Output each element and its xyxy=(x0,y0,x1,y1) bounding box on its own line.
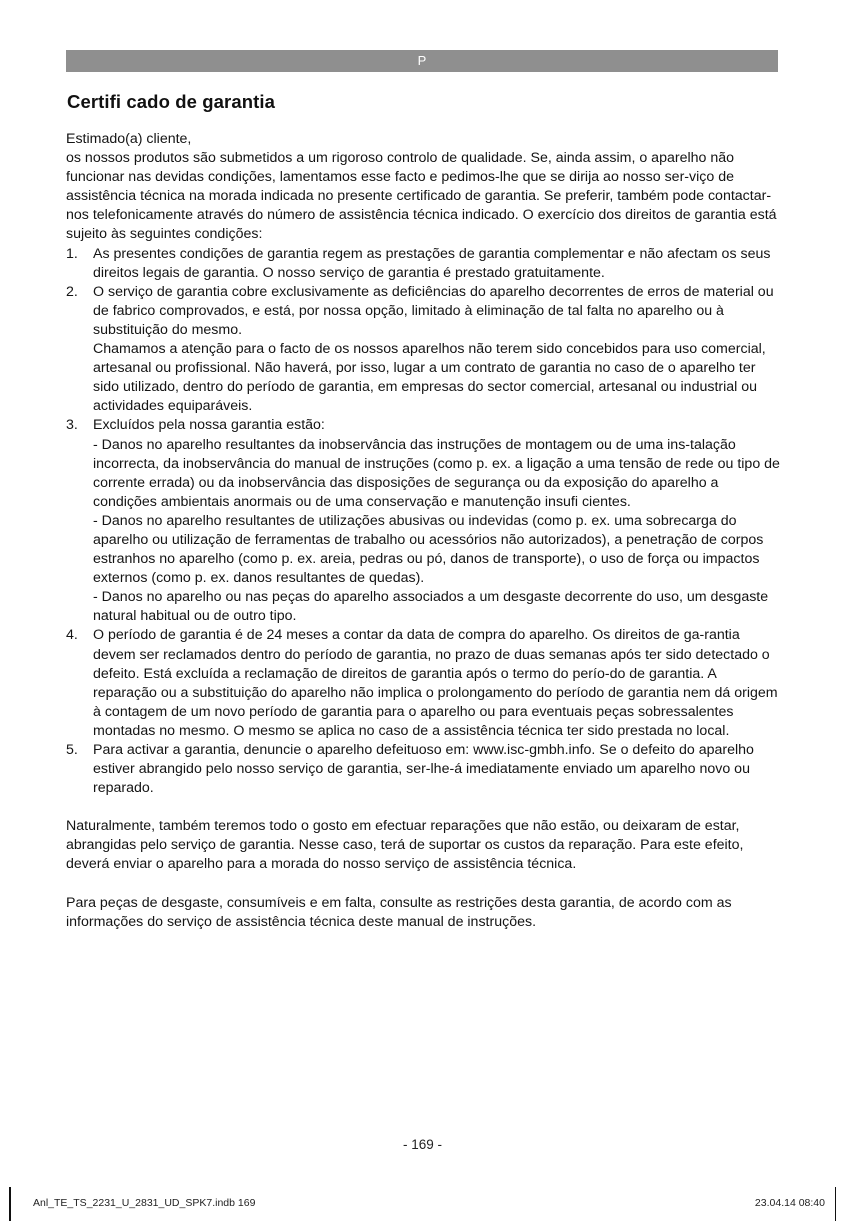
condition-item xyxy=(66,283,780,417)
condition-text: As presentes condições de garantia regem as prestações de garantia complementar e não afectam os seus direitos legais de garantia. O nosso serviço de garantia é prestado gratuitamente. xyxy=(93,245,771,281)
condition-note: Chamamos a atenção para o facto de os nossos aparelhos não terem sido concebidos para uso comercial, artesanal ou profissional. Não haverá, por isso, lugar a um contrato de garantia no caso de o aparelho ter sido utilizado, dentro do período de garantia, em empresas do sector comercial, artesanal ou industrial ou actividades equiparáveis. xyxy=(93,341,766,415)
condition-text: O período de garantia é de 24 meses a contar da data de compra do aparelho. Os direitos de ga-rantia devem ser reclamados dentro do período de garantia, no prazo de duas semanas após ter sido detectado o defeito. Está excluída a reclamação de direitos de garantia após o termo do perío-do de garantia. A reparação ou a substituição do aparelho não implica o prolongamento do período de garantia nem dá origem à contagem de um novo período de garantia para o aparelho ou para eventuais peças sobressalentes montadas no mesmo. O mesmo se aplica no caso de a assistência técnica ter sido prestada no local. xyxy=(93,627,778,739)
exclusion-bullet: - Danos no aparelho resultantes da inobservância das instruções de montagem ou de uma ins-talação incorrecta, da inobservância do manual de instruções (como p. ex. a ligação a uma tensão de rede ou tipo de corrente errada) ou da inobservância das disposições de segurança ou da exposição do aparelho a condições ambientais anormais ou de uma conservação e manutenção insufi cientes. xyxy=(93,436,780,510)
closing-paragraph-parts: Para peças de desgaste, consumíveis e em falta, consulte as restrições desta garantia, de acordo com as informações do serviço de assistência técnica deste manual de instruções. xyxy=(66,894,732,930)
condition-text: O serviço de garantia cobre exclusivamente as deficiências do aparelho decorrentes de erros de material ou de fabrico comprovados, e está, por nossa opção, limitado à eliminação de tal falta no aparelho ou à substituição do mesmo. xyxy=(93,283,774,338)
condition-number: 4. xyxy=(66,627,78,644)
footer-timestamp: 23.04.14 08:40 xyxy=(754,1197,825,1209)
condition-number: 5. xyxy=(66,742,78,758)
page-number: - 169 - xyxy=(402,1137,443,1152)
greeting: Estimado(a) cliente, xyxy=(66,131,192,147)
language-header-bar xyxy=(66,50,778,72)
condition-item xyxy=(66,416,780,626)
condition-item xyxy=(66,245,780,283)
closing-paragraph-repairs: Naturalmente, também teremos todo o gosto em efectuar reparações que não estão, ou deixaram de estar, abrangidas pelo serviço de garantia. Nesse caso, terá de suportar os custos da reparação. Para este efeito, deverá enviar o aparelho para a morada do nosso serviço de assistência técnica. xyxy=(66,818,744,873)
condition-number: 3. xyxy=(66,417,78,434)
condition-number: 1. xyxy=(66,245,78,262)
footer-filename: Anl_TE_TS_2231_U_2831_UD_SPK7.indb 169 xyxy=(33,1197,256,1209)
condition-text: Excluídos pela nossa garantia estão: xyxy=(93,417,325,434)
condition-number: 2. xyxy=(66,283,78,300)
condition-item xyxy=(66,741,780,798)
page-title: Certifi cado de garantia xyxy=(67,91,276,112)
exclusion-bullet: - Danos no aparelho resultantes de utilizações abusivas ou indevidas (como p. ex. uma sobrecarga do aparelho ou utilização de ferramentas de trabalho ou acessórios não autorizados), a penetração de corpos estranhos no aparelho (como p. ex. areia, pedras ou pó, danos de transporte), o uso de força ou impactos externos (como p. ex. danos resultantes de quedas). xyxy=(93,512,764,587)
language-code: P xyxy=(417,53,427,68)
exclusion-bullet: - Danos no aparelho ou nas peças do aparelho associados a um desgaste decorrente do uso, um desgaste natural habitual ou de outro tipo. xyxy=(93,589,769,625)
condition-item xyxy=(66,626,780,741)
conditions-list xyxy=(66,245,780,799)
intro-paragraph: os nossos produtos são submetidos a um rigoroso controlo de qualidade. Se, ainda assim, o aparelho não funcionar nas devidas condições, lamentamos esse facto e pedimos-lhe que se dirija ao nosso ser-viço de assistência técnica na morada indicada no presente certificado de garantia. Se preferir, também pode contactar-nos telefonicamente através do número de assistência técnica indicado. O exercício dos direitos de garantia está sujeito às seguintes condições: xyxy=(66,150,777,243)
crop-mark-left xyxy=(9,1187,11,1221)
document-body xyxy=(66,130,780,932)
crop-mark-right xyxy=(835,1187,837,1221)
condition-text: Para activar a garantia, denuncie o aparelho defeituoso em: www.isc-gmbh.info. Se o defeito do aparelho estiver abrangido pelo nosso serviço de garantia, ser-lhe-á imediatamente enviado um aparelho novo ou reparado. xyxy=(93,742,754,797)
